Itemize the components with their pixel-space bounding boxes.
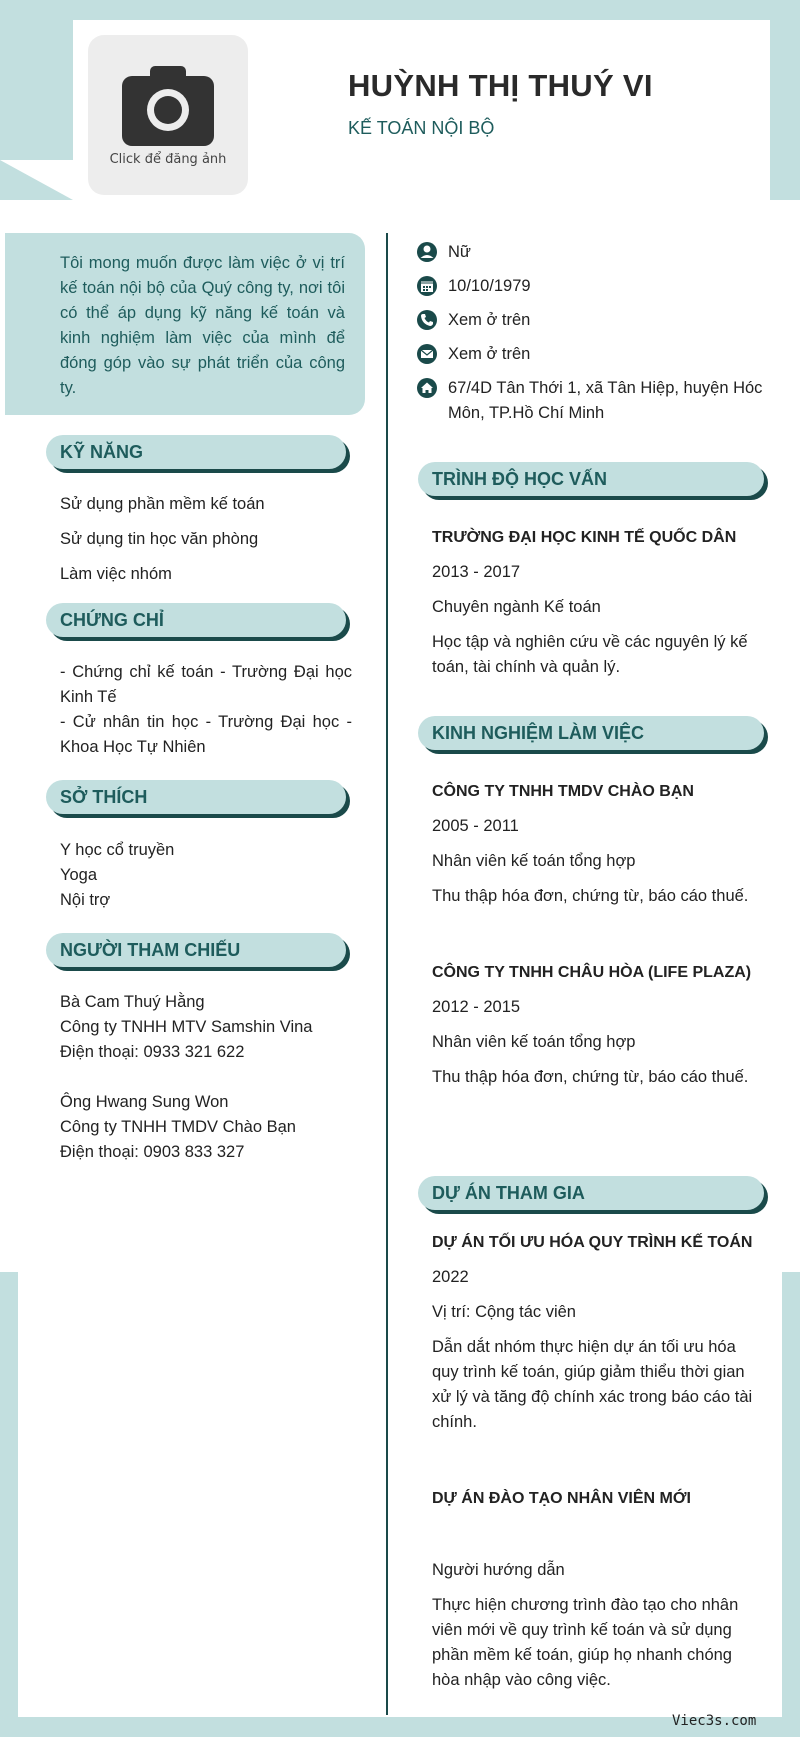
birthday-value: 10/10/1979 — [448, 277, 531, 295]
reference-company: Công ty TNHH TMDV Chào Bạn — [60, 1118, 296, 1136]
hobby-item: Y học cổ truyền — [60, 841, 175, 859]
education-years: 2013 - 2017 — [432, 563, 521, 581]
birthday-row — [416, 274, 766, 299]
home-icon — [416, 377, 438, 399]
skills-heading: KỸ NĂNG — [46, 435, 346, 469]
project-entry — [432, 1486, 762, 1703]
reference-company: Công ty TNHH MTV Samshin Vina — [60, 1018, 313, 1036]
skill-item: Làm việc nhóm — [60, 565, 172, 583]
phone-value: Xem ở trên — [448, 311, 531, 329]
gender-value: Nữ — [448, 243, 471, 261]
frame-right-bottom — [782, 1272, 800, 1737]
project-desc: Dẫn dắt nhóm thực hiện dự án tối ưu hóa quy trình kế toán, giúp giảm thiểu thời gian xử lý và tăng độ chính xác trong báo cáo tài chính. — [432, 1338, 753, 1431]
skill-item: Sử dụng phần mềm kế toán — [60, 495, 265, 513]
hobbies-list — [60, 838, 352, 913]
skill-item: Sử dụng tin học văn phòng — [60, 530, 259, 548]
hobby-item: Yoga — [60, 866, 98, 884]
project-role: Vị trí: Cộng tác viên — [432, 1303, 576, 1321]
job-desc: Thu thập hóa đơn, chứng từ, báo cáo thuế. — [432, 1068, 749, 1086]
school-name: TRƯỜNG ĐẠI HỌC KINH TẾ QUỐC DÂN — [432, 529, 737, 546]
education-entry — [432, 525, 762, 690]
job-years: 2005 - 2011 — [432, 817, 519, 835]
reference-person — [60, 990, 352, 1065]
project-entry — [432, 1230, 762, 1445]
job-years: 2012 - 2015 — [432, 998, 521, 1016]
calendar-icon — [416, 275, 438, 297]
address-value: 67/4D Tân Thới 1, xã Tân Hiệp, huyện Hóc Môn, TP.Hồ Chí Minh — [448, 379, 763, 422]
frame-top — [0, 0, 800, 20]
hobby-item: Nội trợ — [60, 891, 111, 909]
experience-heading: KINH NGHIỆM LÀM VIỆC — [418, 716, 764, 750]
user-icon — [416, 241, 438, 263]
job-role: Nhân viên kế toán tổng hợp — [432, 852, 636, 870]
photo-label: Click để đăng ảnh — [109, 151, 227, 167]
frame-left-bottom — [0, 1272, 18, 1737]
frame-left-top — [0, 0, 73, 160]
job-desc: Thu thập hóa đơn, chứng từ, báo cáo thuế. — [432, 887, 749, 905]
phone-icon — [416, 309, 438, 331]
reference-name: Bà Cam Thuý Hằng — [60, 993, 205, 1011]
frame-right-top — [770, 0, 800, 200]
company-name: CÔNG TY TNHH CHÂU HÒA (LIFE PLAZA) — [432, 964, 752, 981]
contact-info — [416, 240, 766, 435]
company-name: CÔNG TY TNHH TMDV CHÀO BẠN — [432, 783, 694, 800]
email-row — [416, 342, 766, 367]
education-desc: Học tập và nghiên cứu về các nguyên lý kế toán, tài chính và quản lý. — [432, 633, 748, 676]
project-year: 2022 — [432, 1268, 469, 1286]
column-divider — [386, 233, 388, 1715]
candidate-name: HUỲNH THỊ THUÝ VI — [348, 68, 653, 103]
experience-entry — [432, 779, 762, 919]
project-title: DỰ ÁN ĐÀO TẠO NHÂN VIÊN MỚI — [432, 1490, 691, 1507]
reference-phone: Điện thoại: 0933 321 622 — [60, 1043, 245, 1061]
skills-list — [60, 492, 352, 597]
candidate-job-title: KẾ TOÁN NỘI BỘ — [348, 118, 495, 138]
email-icon — [416, 343, 438, 365]
gender-row — [416, 240, 766, 265]
phone-row — [416, 308, 766, 333]
project-role: Người hướng dẫn — [432, 1561, 565, 1579]
project-title: DỰ ÁN TỐI ƯU HÓA QUY TRÌNH KẾ TOÁN — [432, 1234, 753, 1251]
frame-left-top-corner — [0, 160, 73, 200]
hobbies-heading: SỞ THÍCH — [46, 780, 346, 814]
camera-icon — [120, 64, 216, 148]
projects-heading: DỰ ÁN THAM GIA — [418, 1176, 764, 1210]
education-heading: TRÌNH ĐỘ HỌC VẤN — [418, 462, 764, 496]
email-value: Xem ở trên — [448, 345, 531, 363]
address-row — [416, 376, 766, 426]
certificates-text: - Chứng chỉ kế toán - Trường Đại học Kinh Tế - Cử nhân tin học - Trường Đại học - Khoa Học Tự Nhiên — [60, 663, 352, 756]
experience-entry — [432, 960, 762, 1100]
watermark: Viec3s.com — [672, 1713, 757, 1729]
project-desc: Thực hiện chương trình đào tạo cho nhân viên mới về quy trình kế toán và sử dụng phần mềm kế toán, giúp họ nhanh chóng hòa nhập vào công việc. — [432, 1596, 739, 1689]
reference-person — [60, 1090, 352, 1165]
certificates-heading: CHỨNG CHỈ — [46, 603, 346, 637]
education-major: Chuyên ngành Kế toán — [432, 598, 601, 616]
photo-upload[interactable] — [88, 35, 248, 195]
job-role: Nhân viên kế toán tổng hợp — [432, 1033, 636, 1051]
reference-name: Ông Hwang Sung Won — [60, 1093, 229, 1111]
reference-phone: Điện thoại: 0903 833 327 — [60, 1143, 245, 1161]
references-heading: NGƯỜI THAM CHIẾU — [46, 933, 346, 967]
career-objective: Tôi mong muốn được làm việc ở vị trí kế toán nội bộ của Quý công ty, nơi tôi có thể áp dụng kỹ năng kế toán và kinh nghiệm làm việc của mình để đóng góp vào sự phát triển của công ty. — [5, 233, 365, 415]
